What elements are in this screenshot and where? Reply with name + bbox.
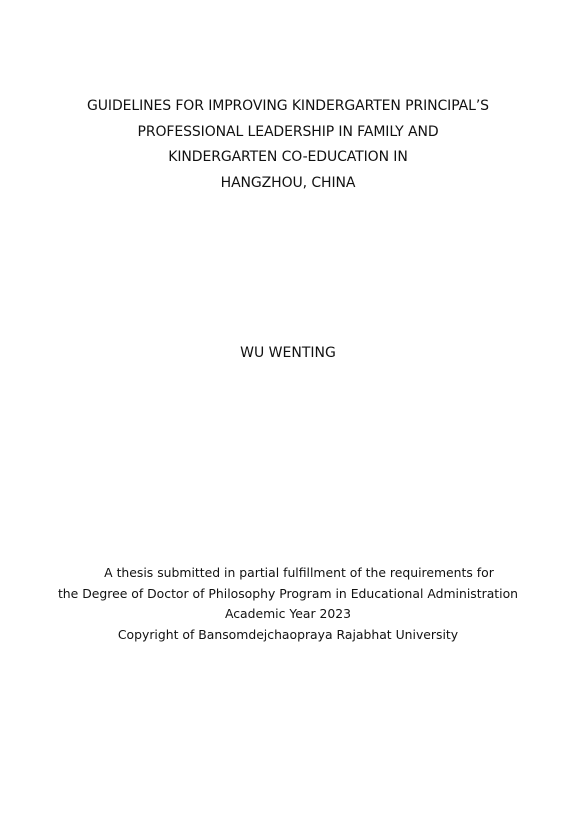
thesis-title-line-1: GUIDELINES FOR IMPROVING KINDERGARTEN PRINCIPAL’S <box>87 98 489 114</box>
thesis-title-line-3: KINDERGARTEN CO-EDUCATION IN <box>168 149 408 165</box>
copyright-notice: Copyright of Bansomdejchaopraya Rajabhat University <box>117 626 459 642</box>
submission-statement <box>0 563 576 645</box>
author-name: WU WENTING <box>240 345 336 361</box>
thesis-title-line-4: HANGZHOU, CHINA <box>220 174 356 191</box>
submission-statement-line-1: A thesis submitted in partial fulfillment of the requirements for <box>104 565 494 580</box>
thesis-title-line-2: PROFESSIONAL LEADERSHIP IN FAMILY AND <box>137 123 439 140</box>
academic-year: Academic Year 2023 <box>224 606 352 621</box>
submission-statement-line-2: the Degree of Doctor of Philosophy Program in Educational Administration <box>57 585 519 601</box>
thesis-title <box>0 94 576 196</box>
